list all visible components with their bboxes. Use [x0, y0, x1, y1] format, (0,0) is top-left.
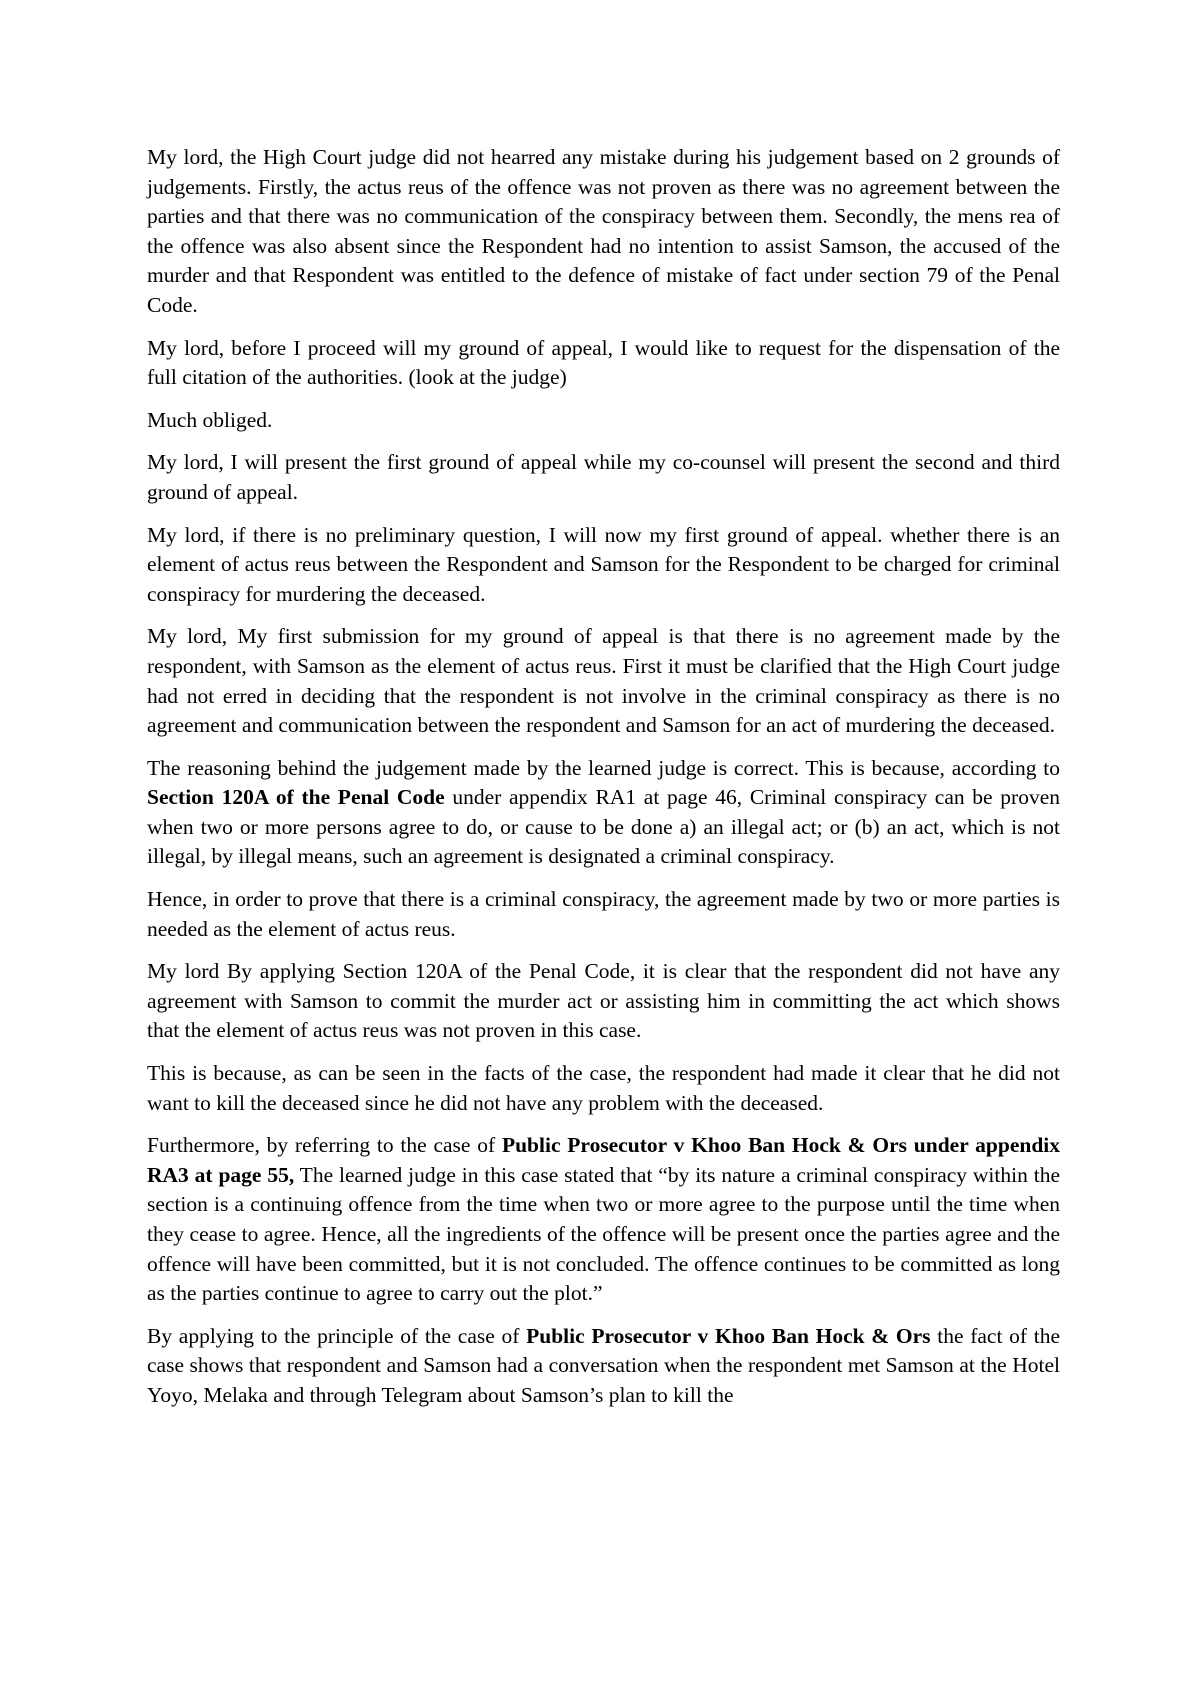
text-run: My lord, My first submission for my ground of appeal is that there is no agreement made by the respondent, with Samson as the element of actus reus. First it must be clarified that the High Court judge had not erred in deciding that the respondent is not involve in the criminal conspiracy as there is no agreement and communication between the respondent and Samson for an act of murdering the deceased.: [147, 624, 1060, 738]
text-run: Hence, in order to prove that there is a criminal conspiracy, the agreement made by two or more parties is needed as the element of actus reus.: [147, 887, 1060, 941]
case-citation: Public Prosecutor v Khoo Ban Hock & Ors: [526, 1323, 931, 1348]
text-run: The learned judge in this case stated that “by its nature a criminal conspiracy within the section is a continuing offence from the time when two or more agree to the purpose until the time when they cease to agree. Hence, all the ingredients of the offence will be present once the parties agree and the offence will have been committed, but it is not concluded. The offence continues to be committed as long as the parties continue to agree to carry out the plot.”: [147, 1162, 1060, 1306]
paragraph: [147, 1322, 1060, 1411]
paragraph: [147, 448, 1060, 507]
paragraph: [147, 334, 1060, 393]
text-run: My lord, I will present the first ground of appeal while my co-counsel will present the second and third ground of appeal.: [147, 450, 1060, 504]
text-run: This is because, as can be seen in the facts of the case, the respondent had made it clear that he did not want to kill the deceased since he did not have any problem with the deceased.: [147, 1061, 1060, 1115]
paragraph: [147, 143, 1060, 321]
paragraph: [147, 1059, 1060, 1118]
case-citation: Public Prosecutor v Khoo Ban Hock & Ors under appendix RA3 at page 55,: [147, 1133, 1060, 1187]
text-run: The reasoning behind the judgement made by the learned judge is correct. This is because, according to: [147, 755, 1060, 780]
paragraph: [147, 1131, 1060, 1309]
paragraph: [147, 406, 1060, 436]
text-run: My lord, before I proceed will my ground of appeal, I would like to request for the dispensation of the full citation of the authorities. (look at the judge): [147, 335, 1060, 390]
document-page: [147, 143, 1060, 1424]
paragraph: [147, 885, 1060, 944]
text-run: Furthermore, by referring to the case of: [147, 1133, 502, 1158]
paragraph: [147, 754, 1060, 872]
paragraph: [147, 622, 1060, 740]
text-run: Much obliged.: [147, 407, 273, 432]
text-run: My lord, the High Court judge did not hearred any mistake during his judgement based on 2 grounds of judgements. Firstly, the actus reus of the offence was not proven as there was no agreement between the parties and that there was no communication of the conspiracy between them. Secondly, the mens rea of the offence was also absent since the Respondent had no intention to assist Samson, the accused of the murder and that Respondent was entitled to the defence of mistake of fact under section 79 of the Penal Code.: [147, 145, 1060, 317]
paragraph: [147, 521, 1060, 610]
statute-citation: Section 120A of the Penal Code: [147, 785, 445, 810]
text-run: My lord By applying Section 120A of the Penal Code, it is clear that the respondent did not have any agreement with Samson to commit the murder act or assisting him in committing the act which shows that the element of actus reus was not proven in this case.: [147, 959, 1060, 1043]
text-run: the fact of the case shows that respondent and Samson had a conversation when the respondent met Samson at the Hotel Yoyo, Melaka and through Telegram about Samson’s plan to kill the: [147, 1323, 1060, 1407]
text-run: By applying to the principle of the case of: [147, 1323, 527, 1348]
paragraph: [147, 957, 1060, 1046]
text-run: My lord, if there is no preliminary question, I will now my first ground of appeal. whether there is an element of actus reus between the Respondent and Samson for the Respondent to be charged for criminal conspiracy for murdering the deceased.: [147, 522, 1060, 606]
text-run: under appendix RA1 at page 46, Criminal conspiracy can be proven when two or more persons agree to do, or cause to be done a) an illegal act; or (b) an act, which is not illegal, by illegal means, such an agreement is designated a criminal conspiracy.: [147, 785, 1060, 869]
